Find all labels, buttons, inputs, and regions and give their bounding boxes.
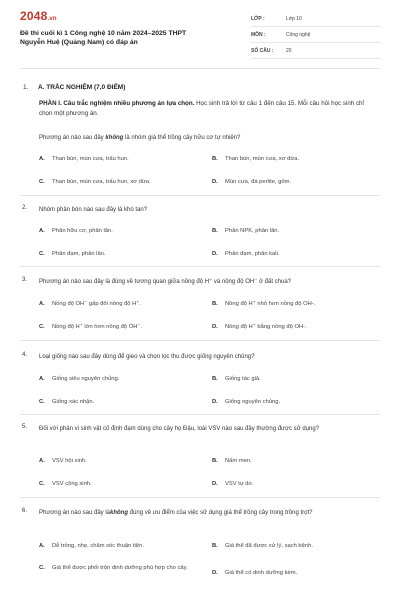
meta-key: SỐ CÂU : <box>251 48 274 54</box>
question-text-part: Phương án nào sau đây là đúng về tương quan giữa nồng độ H⁺ và nồng độ OH⁻ ở đất chua? <box>39 279 292 285</box>
question-number: 4. <box>22 352 28 358</box>
logo-main-text: 2048 <box>20 9 48 23</box>
option-key: C. <box>39 399 45 405</box>
option-text: Than bùn, mùn cưa, trấu hun. <box>52 156 129 162</box>
section-number: 1. <box>23 84 29 91</box>
meta-value: 20 <box>286 48 292 54</box>
option-text: Phân đạm, phân lân. <box>52 251 106 257</box>
meta-value: Công nghệ <box>286 32 311 38</box>
option-key: B. <box>212 156 218 162</box>
option-text: Nấm men. <box>225 458 252 464</box>
question-emphasis: không <box>105 135 124 141</box>
option-key: C. <box>39 179 45 185</box>
site-logo[interactable] <box>20 9 57 23</box>
divider <box>20 340 380 341</box>
question-number: 2. <box>22 205 28 211</box>
part-instructions <box>39 99 377 119</box>
page-header <box>0 0 400 64</box>
question-text <box>39 277 377 287</box>
question-text-part: Phương án nào sau đây <box>39 135 106 141</box>
option-text: Nồng độ H⁺ nhỏ hơn nồng độ OH-. <box>225 301 316 307</box>
logo-suffix-text: .vn <box>47 16 57 22</box>
option-key: A. <box>39 156 45 162</box>
option-text: Phân đạm, phân kali. <box>225 251 280 257</box>
meta-row-subject <box>251 30 381 43</box>
divider <box>20 68 380 69</box>
meta-value: Lớp 10 <box>286 16 302 22</box>
question-text <box>39 205 377 215</box>
option-key: C. <box>39 324 45 330</box>
question-text-part: đúng về ưu điểm của việc sử dụng giá thể trồng cây trong trồng trọt? <box>128 510 313 516</box>
option-key: A. <box>39 376 45 382</box>
divider <box>20 266 380 267</box>
option-key: D. <box>212 399 218 405</box>
section-title: A. TRẮC NGHIỆM (7,0 ĐIỂM) <box>38 84 126 91</box>
option-text: Nồng độ OH⁻ gấp đôi nồng độ H⁺. <box>52 301 141 307</box>
option-text: Phân NPK, phân lân. <box>225 228 280 234</box>
question-text <box>39 352 377 362</box>
divider <box>20 414 380 415</box>
option-key: D. <box>212 324 218 330</box>
option-key: D. <box>212 251 218 257</box>
option-text: Dễ trồng, nhẹ, chăm sóc thuận tiện. <box>52 543 144 549</box>
part-heading: PHẦN I. Câu trắc nghiệm nhiều phương án lựa chọn. <box>39 100 195 107</box>
option-key: B. <box>212 228 218 234</box>
option-text: Giá thể đã được xử lý, sạch bệnh. <box>225 543 313 549</box>
question-emphasis: không <box>110 510 129 516</box>
question-text-part: là nhóm giá thể trồng cây hữu cơ tự nhiên? <box>123 135 241 141</box>
part-description: Học sinh trả lời từ câu 1 đến câu 15. Mỗi câu hỏi học sinh chỉ chọn một phương án. <box>39 100 364 117</box>
option-key: B. <box>212 376 218 382</box>
question-text-part: Phương án nào sau đây là <box>39 510 111 516</box>
option-key: B. <box>212 543 218 549</box>
option-key: A. <box>39 458 45 464</box>
question-number: 6. <box>22 508 28 514</box>
meta-row-class <box>251 14 381 27</box>
exam-title-line-2: Nguyễn Huệ (Quảng Nam) có đáp án <box>20 39 138 46</box>
option-key: D. <box>212 179 218 185</box>
option-text: Giá thể có dinh dưỡng kém. <box>225 570 298 576</box>
option-text: Giống tác giả. <box>225 376 261 382</box>
question-text <box>39 508 377 518</box>
option-key: A. <box>39 228 45 234</box>
divider <box>20 195 380 196</box>
option-text: Giá thể được phối trộn dinh dưỡng phù hợp cho cây. <box>52 565 188 571</box>
question-text-part: Đối với phân vi sinh vật cố định đạm dùng cho cây họ Đậu, loài VSV nào sau đây thường được sử dụng? <box>39 426 320 432</box>
meta-row-question-count <box>251 46 381 59</box>
option-text: VSV cộng sinh. <box>52 481 92 487</box>
meta-key: LỚP : <box>251 16 265 22</box>
question-number: 5. <box>22 424 28 430</box>
exam-title <box>20 29 230 47</box>
option-text: VSV hội sinh. <box>52 458 87 464</box>
exam-meta <box>251 14 381 62</box>
option-text: Giống siêu nguyên chủng. <box>52 376 120 382</box>
meta-key: MÔN : <box>251 32 266 38</box>
exam-title-line-1: Đề thi cuối kì 1 Công nghệ 10 năm 2024–2025 THPT <box>20 30 187 37</box>
option-key: B. <box>212 301 218 307</box>
divider <box>20 497 380 498</box>
option-key: D. <box>212 481 218 487</box>
option-text: Phân hữu cơ, phân lân. <box>52 228 113 234</box>
option-key: D. <box>212 570 218 576</box>
option-text: Than bùn, mùn cưa, trấu hun, xơ dừa. <box>52 179 151 185</box>
question-text <box>39 133 377 143</box>
question-text-part: Loại giống nào sau đây dùng để gieo và chọn lọc thu được giống nguyên chủng? <box>39 354 255 360</box>
option-key: C. <box>39 565 45 571</box>
question-number: 3. <box>22 277 28 283</box>
option-key: C. <box>39 481 45 487</box>
option-text: Giống nguyên chủng. <box>225 399 281 405</box>
question-text <box>39 424 377 434</box>
option-key: B. <box>212 458 218 464</box>
option-text: Giống xác nhận. <box>52 399 95 405</box>
question-text-part: Nhóm phân bón nào sau đây là khó tan? <box>39 207 148 213</box>
option-text: VSV tự do. <box>225 481 254 487</box>
option-key: A. <box>39 301 45 307</box>
option-text: Mùn cưa, đá perlite, gốm. <box>225 179 292 185</box>
option-text: Than bùn, mùn cưa, xơ dừa. <box>225 156 300 162</box>
option-key: C. <box>39 251 45 257</box>
option-text: Nồng độ H⁺ lớn hơn nồng độ OH⁻. <box>52 324 143 330</box>
option-text: Nồng độ H⁺ bằng nồng độ OH-. <box>225 324 307 330</box>
option-key: A. <box>39 543 45 549</box>
